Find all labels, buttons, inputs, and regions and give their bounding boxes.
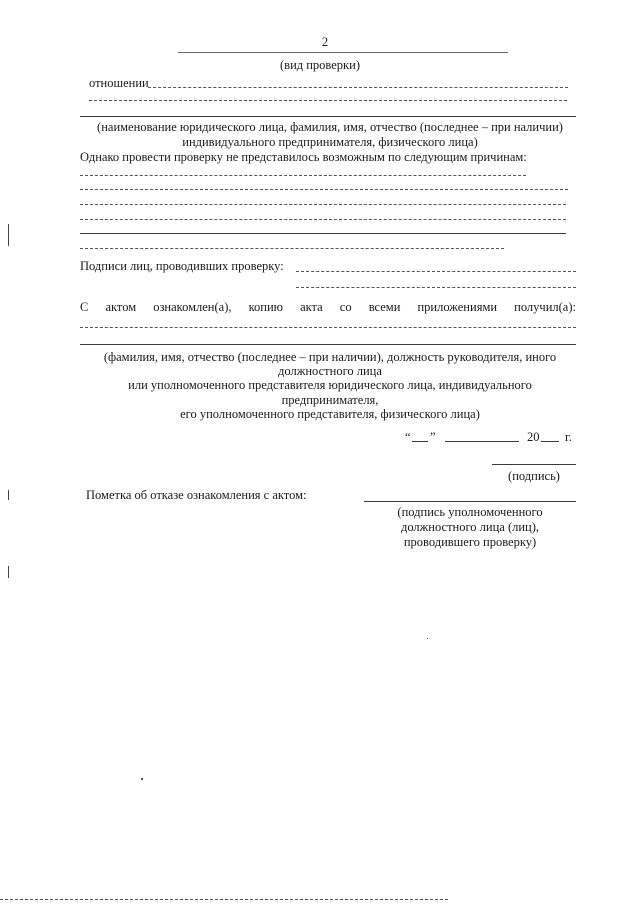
entity-fill-line <box>148 87 568 88</box>
impossible-reason-text: Однако провести проверку не представилось возможным по следующим причинам: <box>80 150 527 164</box>
acquainted-word: ознакомлен(а), <box>153 300 232 314</box>
inspector-signature-line <box>296 271 576 272</box>
date-year-suffix: г. <box>565 430 572 444</box>
acquainted-word: всеми <box>368 300 401 314</box>
acquainted-word: С <box>80 300 89 314</box>
date-year-line <box>541 441 559 442</box>
date-quote-open: “ <box>405 430 411 444</box>
acquainted-statement <box>80 300 576 314</box>
acquainted-word: копию <box>248 300 283 314</box>
entity-fill-line <box>89 100 567 101</box>
scan-speck <box>427 638 428 639</box>
acquainted-word: со <box>339 300 352 314</box>
acquainted-fill-line <box>80 344 576 345</box>
date-year-prefix: 20 <box>527 430 540 444</box>
acquainted-word: получил(а): <box>514 300 576 314</box>
acquainted-fill-line <box>80 327 576 328</box>
signature-line <box>492 464 576 465</box>
person-caption: (фамилия, имя, отчество (последнее – при наличии), должность руководителя, иного <box>103 350 557 364</box>
person-caption: должностного лица <box>278 364 382 378</box>
reason-fill-line <box>80 204 566 205</box>
reason-fill-line <box>80 248 504 249</box>
in-respect-label: отношении <box>89 76 149 90</box>
person-caption: или уполномоченного представителя юридического лица, индивидуального <box>128 378 532 392</box>
check-type-line <box>178 52 508 53</box>
official-signature-line <box>364 501 576 502</box>
reason-fill-line <box>80 233 566 234</box>
date-day-line <box>412 441 428 442</box>
entity-caption: (наименование юридического лица, фамилия, имя, отчество (последнее – при наличии) <box>97 120 563 134</box>
signatures-label: Подписи лиц, проводивших проверку: <box>80 259 284 273</box>
scan-margin-mark <box>8 566 9 578</box>
date-quote-close: ” <box>430 430 436 444</box>
entity-caption: индивидуального предпринимателя, физического лица) <box>182 135 478 149</box>
reason-fill-line <box>80 189 568 190</box>
scan-bottom-edge <box>0 899 448 900</box>
official-caption: должностного лица (лиц), <box>400 520 540 534</box>
official-caption: (подпись уполномоченного <box>397 505 543 519</box>
check-type-caption: (вид проверки) <box>280 58 360 72</box>
person-caption: его уполномоченного представителя, физического лица) <box>180 407 480 421</box>
official-caption: проводившего проверку) <box>403 535 537 549</box>
acquainted-word: актом <box>105 300 137 314</box>
acquainted-word: приложениями <box>417 300 498 314</box>
entity-fill-line <box>80 116 576 117</box>
inspector-signature-line <box>296 287 576 288</box>
scan-margin-mark <box>8 224 9 246</box>
refusal-label: Пометка об отказе ознакомления с актом: <box>86 488 307 502</box>
signature-caption: (подпись) <box>508 469 560 483</box>
person-caption: предпринимателя, <box>281 393 379 407</box>
reason-fill-line <box>80 219 566 220</box>
scan-speck <box>141 778 143 780</box>
acquainted-word: акта <box>300 300 323 314</box>
date-month-line <box>445 441 519 442</box>
page-number: 2 <box>321 35 329 49</box>
reason-fill-line <box>80 175 526 176</box>
scan-margin-mark <box>8 490 9 500</box>
